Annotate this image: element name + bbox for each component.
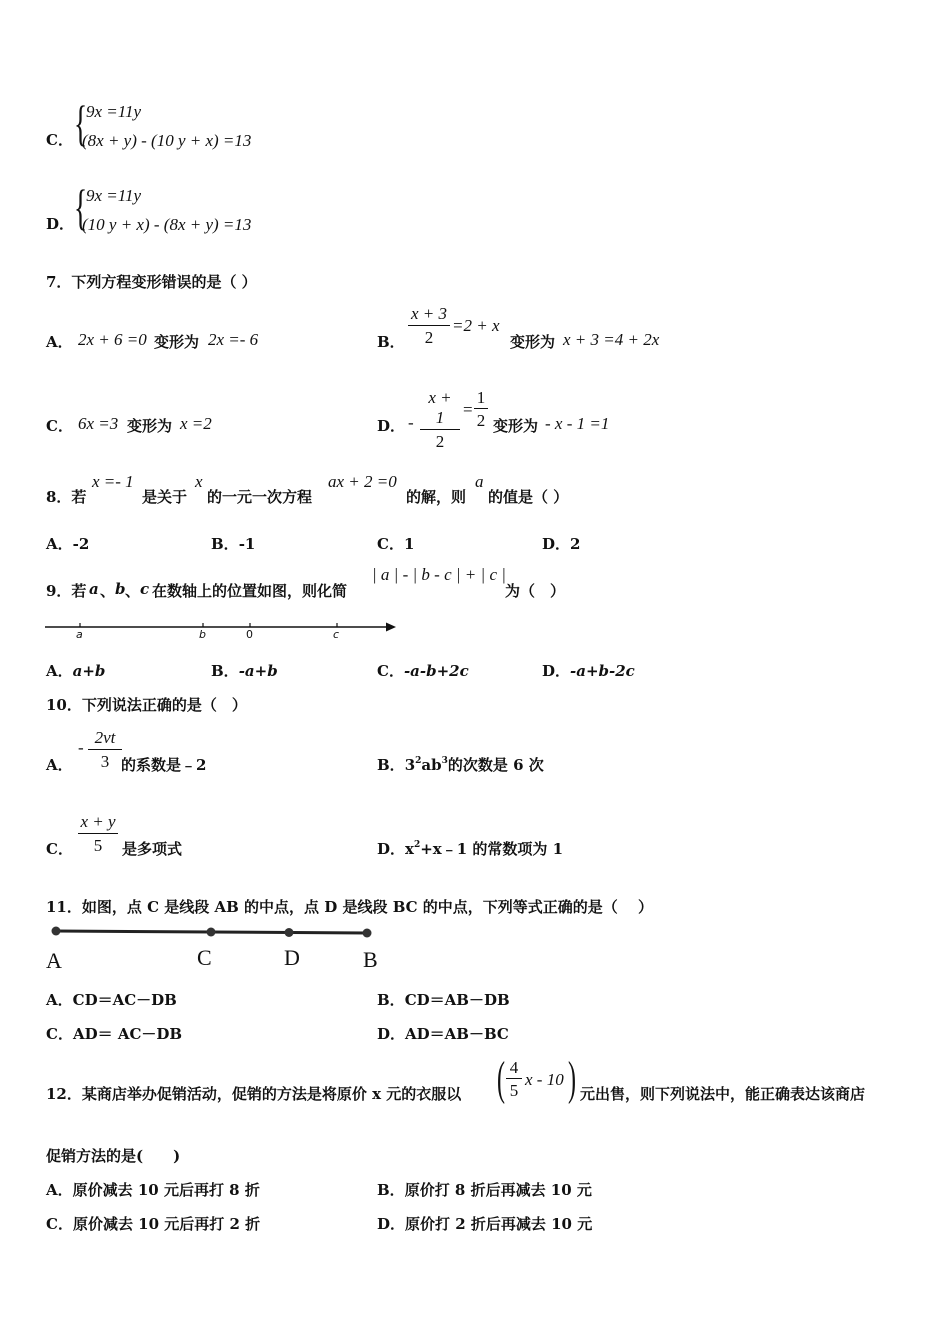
option-letter: B． [211, 535, 239, 553]
denominator: 2 [424, 328, 434, 347]
point-d [285, 928, 294, 937]
number-line [0, 615, 950, 655]
option-letter: D． [377, 840, 406, 858]
stem-text: 在数轴上的位置如图，则化简 [152, 582, 348, 600]
axis-arrow [386, 623, 396, 632]
option-letter: B． [377, 1181, 405, 1199]
option-letter: B． [377, 756, 405, 774]
fraction [474, 388, 488, 431]
option-letter: D． [377, 1215, 406, 1233]
option-c[interactable] [377, 660, 469, 681]
equation: 6x =3 [78, 414, 119, 433]
point-a [52, 927, 61, 936]
equation: ax + 2 =0 [328, 472, 397, 491]
option-b[interactable] [377, 1179, 592, 1200]
stem-text: 12．某商店举办促销活动，促销的方法是将原价 x 元的衣服以 [46, 1085, 462, 1103]
variable: b [115, 580, 126, 598]
axis-label-0: 0 [246, 628, 253, 641]
stem-text: 元出售，则下列说法中，能正确表达该商店 [580, 1085, 866, 1103]
equation: - x - 1 =1 [545, 414, 610, 433]
option-letter: A． [46, 662, 73, 680]
option-c[interactable] [377, 533, 414, 554]
left-paren: ( [497, 1052, 505, 1105]
exponent: 2 [413, 840, 421, 850]
q10-option-b[interactable] [377, 754, 544, 775]
option-letter: B． [377, 991, 405, 1009]
equation: 2x + 6 =0 [78, 330, 147, 349]
expression: x - 10 [525, 1070, 564, 1089]
denominator: 2 [435, 432, 445, 451]
option-c[interactable] [46, 1213, 260, 1234]
numerator: 2vt [88, 728, 122, 750]
option-text: 2 [570, 535, 581, 553]
stem-text: 的一元一次方程 [207, 488, 313, 506]
option-text: 原价减去 10 元后再打 2 折 [72, 1215, 261, 1233]
option-letter: C． [46, 840, 73, 858]
equation-line-1: 9x =11y [86, 186, 142, 205]
option-letter: C． [46, 417, 73, 435]
equation-line-2: (10 y + x) - (8x + y) =13 [82, 215, 252, 234]
option-text: 原价打 8 折后再减去 10 元 [404, 1181, 592, 1199]
option-letter: A． [46, 535, 73, 553]
coefficient: 3 [404, 756, 416, 774]
option-d[interactable] [377, 1023, 509, 1044]
segment-line [0, 922, 950, 942]
equation: =2 + x [452, 316, 500, 335]
option-b[interactable] [377, 989, 510, 1010]
option-letter: D． [377, 1025, 406, 1043]
axis-label-a: a [76, 628, 83, 641]
denominator: 5 [509, 1081, 519, 1100]
numerator: x + y [78, 812, 118, 834]
axis-label-c: c [333, 628, 340, 641]
expression: | a | - | b - c | + | c | [372, 565, 506, 584]
option-letter: C． [46, 131, 73, 149]
option-letter: C． [377, 535, 404, 553]
right-paren: ) [568, 1052, 576, 1105]
equation: 2x =- 6 [208, 330, 259, 349]
variables: ab [421, 756, 442, 774]
variable: a [475, 472, 484, 491]
option-d[interactable] [377, 1213, 592, 1234]
option-letter: D． [542, 535, 571, 553]
option-b[interactable] [211, 533, 255, 554]
option-letter: C． [46, 1215, 73, 1233]
option-letter: C． [46, 1025, 73, 1043]
equation-line-1: 9x =11y [86, 102, 142, 121]
exponent: 2 [415, 756, 422, 766]
option-c[interactable] [46, 1023, 182, 1044]
fraction [408, 304, 450, 348]
option-text: 的系数是﹣2 [121, 756, 207, 774]
option-a[interactable] [46, 660, 105, 681]
transform-text: 变形为 [127, 417, 173, 435]
option-text: AD＝AB－BC [405, 1025, 509, 1043]
variable: a [89, 580, 99, 598]
option-b[interactable] [211, 660, 278, 681]
option-d[interactable] [542, 660, 635, 681]
numerator: 4 [506, 1058, 522, 1079]
fraction [88, 728, 122, 772]
variable: x [405, 840, 414, 858]
stem-text: 是关于 [142, 488, 188, 506]
option-letter: A． [46, 756, 73, 774]
option-text: AD＝ AC－DB [72, 1025, 183, 1043]
option-a[interactable] [46, 1179, 260, 1200]
stem-text: 为（ ） [505, 582, 566, 600]
option-text: -1 [238, 535, 256, 553]
question-11-stem: 11．如图，点 C 是线段 AB 的中点，点 D 是线段 BC 的中点，下列等式正确的是（ ） [46, 898, 654, 916]
numerator: 1 [474, 388, 488, 409]
option-text: +x﹣1 的常数项为 1 [420, 840, 564, 858]
transform-text: 变形为 [154, 333, 200, 351]
variable: x [195, 472, 203, 491]
point-b [363, 929, 372, 938]
transform-text: 变形为 [493, 417, 539, 435]
axis-label-b: b [199, 628, 206, 641]
option-letter: B． [211, 662, 239, 680]
option-a[interactable] [46, 533, 89, 554]
option-text: 原价减去 10 元后再打 8 折 [72, 1181, 260, 1199]
equals-sign: = [463, 400, 473, 419]
question-7-stem: 7．下列方程变形错误的是（ ） [46, 273, 257, 291]
minus-sign: - [408, 413, 414, 432]
question-10-stem: 10．下列说法正确的是（ ） [46, 696, 247, 714]
option-d[interactable] [542, 533, 580, 554]
brace: { [74, 95, 88, 151]
stem-text: 、 [125, 582, 141, 600]
equation: x =2 [180, 414, 212, 433]
equation-line-2: (8x + y) - (10 y + x) =13 [82, 131, 252, 150]
point-label-c: C [197, 945, 212, 970]
numerator: x + 1 [420, 388, 460, 430]
fraction [506, 1058, 522, 1101]
denominator: 5 [93, 836, 103, 855]
option-letter: A． [46, 991, 73, 1009]
stem-text: 、 [100, 582, 116, 600]
option-letter: D． [377, 417, 406, 435]
option-text: CD＝AC－DB [72, 991, 177, 1009]
denominator: 2 [476, 411, 486, 430]
option-letter: A． [46, 333, 73, 351]
option-text: a+b [72, 662, 106, 680]
option-text: -2 [72, 535, 90, 553]
point-label-a: A [46, 948, 62, 973]
option-text: -a+b-2c [570, 662, 635, 680]
option-letter: C． [377, 662, 404, 680]
stem-text: 的值是（ ） [488, 488, 569, 506]
point-label-d: D [284, 945, 300, 970]
transform-text: 变形为 [510, 333, 556, 351]
point-label-b: B [363, 947, 378, 972]
option-text: -a+b [238, 662, 278, 680]
stem-text: 9．若 [46, 582, 87, 600]
exponent: 3 [441, 756, 448, 766]
option-text: 是多项式 [122, 840, 183, 858]
equation: x + 3 =4 + 2x [563, 330, 660, 349]
minus-sign: - [78, 738, 84, 757]
stem-text: 促销方法的是( ) [46, 1147, 181, 1165]
option-text: 1 [403, 535, 415, 553]
option-letter: B． [377, 333, 405, 351]
fraction [420, 388, 460, 452]
option-text: 原价打 2 折后再减去 10 元 [405, 1215, 593, 1233]
option-letter: D． [46, 215, 75, 233]
option-text: 的次数是 6 次 [447, 756, 544, 774]
q10-option-d[interactable] [377, 838, 563, 859]
option-a[interactable] [46, 989, 177, 1010]
variable: c [140, 580, 150, 598]
option-text: CD＝AB－DB [404, 991, 510, 1009]
point-c [207, 928, 216, 937]
denominator: 3 [100, 752, 110, 771]
equation: x =- 1 [92, 472, 134, 491]
fraction [78, 812, 118, 856]
stem-text: 的解，则 [406, 488, 467, 506]
numerator: x + 3 [408, 304, 450, 326]
option-text: -a-b+2c [403, 662, 469, 680]
stem-text: 8．若 [46, 488, 87, 506]
option-letter: D． [542, 662, 571, 680]
brace: { [74, 179, 88, 235]
option-letter: A． [46, 1181, 73, 1199]
